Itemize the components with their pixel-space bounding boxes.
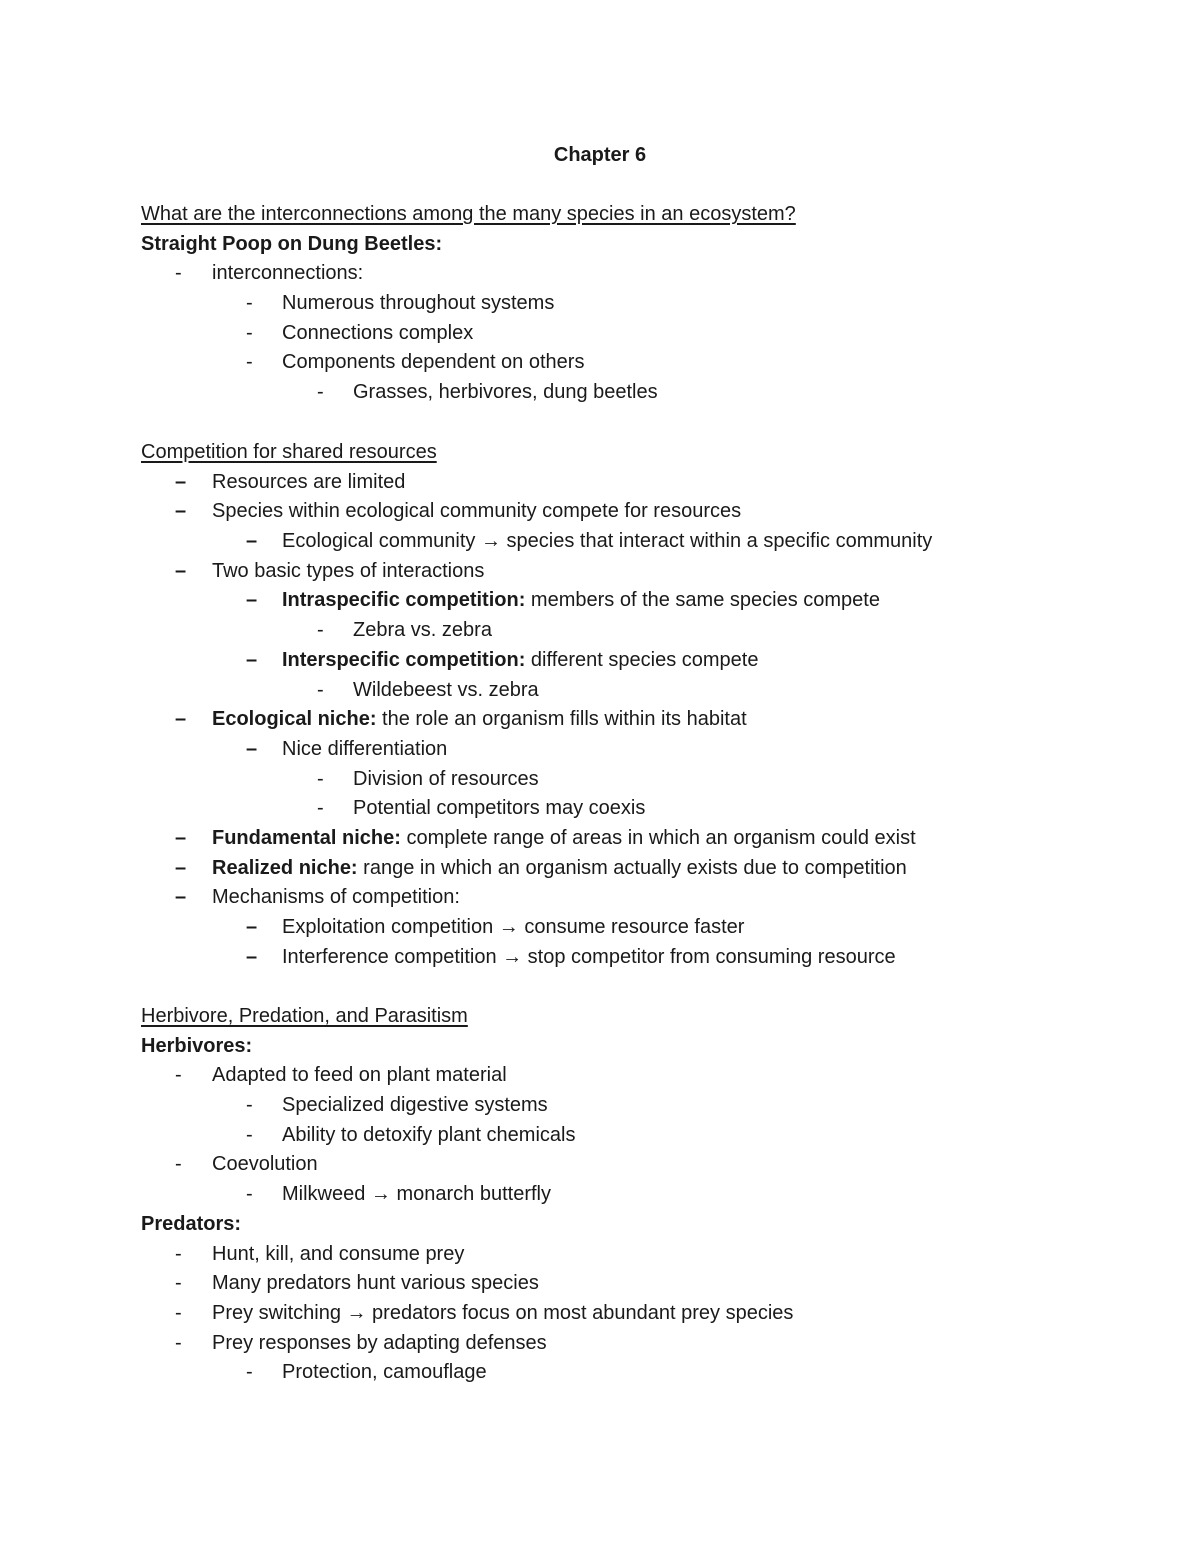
bullet-dash: - bbox=[246, 351, 253, 374]
list-item: - Adapted to feed on plant material bbox=[141, 1061, 1141, 1091]
section-herbivore-predation bbox=[141, 1002, 1141, 1388]
list-item: – Ecological community → species that interact within a specific community bbox=[141, 527, 1141, 557]
bullet-dash: – bbox=[175, 559, 187, 582]
list-item: - Prey responses by adapting defenses bbox=[141, 1329, 1141, 1359]
list-item: – Mechanisms of competition: bbox=[141, 883, 1141, 913]
bullet-dash: - bbox=[175, 1242, 182, 1265]
bullet-dash: – bbox=[246, 589, 258, 612]
bullet-dash: - bbox=[317, 619, 324, 642]
bullet-dash: - bbox=[175, 1272, 182, 1295]
definition: complete range of areas in which an organism could exist bbox=[400, 826, 916, 849]
term: Intraspecific competition: bbox=[282, 589, 526, 612]
section-interconnections bbox=[141, 200, 1141, 408]
bullet-dash: - bbox=[246, 1183, 253, 1206]
term: Interspecific competition: bbox=[282, 648, 526, 671]
bullet-dash: - bbox=[246, 292, 253, 315]
list-item: - Numerous throughout systems bbox=[141, 289, 1141, 319]
bullet-dash: - bbox=[175, 1153, 182, 1176]
bullet-dash: – bbox=[175, 500, 187, 523]
bullet-dash: – bbox=[175, 470, 187, 493]
bullet-dash: - bbox=[317, 678, 324, 701]
bullet-dash: – bbox=[246, 737, 258, 760]
section-competition bbox=[141, 438, 1141, 972]
list-item: - Components dependent on others bbox=[141, 348, 1141, 378]
list-item: - Hunt, kill, and consume prey bbox=[141, 1240, 1141, 1270]
definition: members of the same species compete bbox=[525, 589, 880, 612]
list-item: - interconnections: bbox=[141, 259, 1141, 289]
list-item: - Zebra vs. zebra bbox=[141, 616, 1141, 646]
bullet-dash: – bbox=[246, 945, 258, 968]
bullet-dash: – bbox=[246, 916, 258, 938]
bullet-dash: – bbox=[246, 648, 258, 671]
list-item: - Coevolution bbox=[141, 1150, 1141, 1180]
list-item: - Protection, camouflage bbox=[141, 1358, 1141, 1388]
bullet-dash: – bbox=[175, 886, 187, 909]
list-item: - Many predators hunt various species bbox=[141, 1269, 1141, 1299]
list-item: - Division of resources bbox=[141, 765, 1141, 795]
page-title: Chapter 6 bbox=[553, 144, 647, 166]
section-heading: Straight Poop on Dung Beetles: bbox=[141, 232, 443, 255]
list-item: - Wildebeest vs. zebra bbox=[141, 676, 1141, 706]
list-item: - Potential competitors may coexis bbox=[141, 794, 1141, 824]
bullet-dash: - bbox=[175, 262, 182, 285]
list-item bbox=[141, 705, 1141, 735]
section-heading: Competition for shared resources bbox=[141, 441, 437, 463]
bullet-dash: – bbox=[246, 530, 258, 553]
list-item: – Interference competition → stop competitor from consuming resource bbox=[141, 943, 1141, 973]
list-item: - Connections complex bbox=[141, 319, 1141, 349]
bullet-dash: - bbox=[246, 1361, 253, 1384]
bullet-dash: - bbox=[175, 1301, 182, 1324]
bullet-dash: - bbox=[246, 1123, 253, 1146]
bullet-dash: - bbox=[317, 797, 324, 820]
list-item: – Resources are limited bbox=[141, 468, 1141, 498]
term: Ecological niche: bbox=[212, 708, 377, 731]
list-item bbox=[141, 854, 1141, 884]
bullet-dash: - bbox=[246, 1094, 253, 1117]
list-item: – Nice differentiation bbox=[141, 735, 1141, 765]
definition: range in which an organism actually exists due to competition bbox=[357, 856, 907, 879]
bullet-dash: - bbox=[246, 321, 253, 344]
list-item: – Species within ecological community compete for resources bbox=[141, 497, 1141, 527]
list-item: - Grasses, herbivores, dung beetles bbox=[141, 378, 1141, 408]
list-item: – Two basic types of interactions bbox=[141, 557, 1141, 587]
list-item: - Ability to detoxify plant chemicals bbox=[141, 1121, 1141, 1151]
section-heading: Herbivore, Predation, and Parasitism bbox=[141, 1005, 468, 1027]
list-item: – Exploitation competition → consume resource faster bbox=[141, 913, 1141, 943]
bullet-dash: - bbox=[317, 381, 324, 404]
bullet-dash: – bbox=[175, 826, 187, 849]
bullet-dash: - bbox=[175, 1064, 182, 1087]
term: Realized niche: bbox=[212, 856, 358, 879]
bullet-dash: - bbox=[175, 1331, 182, 1354]
term: Fundamental niche: bbox=[212, 826, 401, 849]
list-item: - Prey switching → predators focus on most abundant prey species bbox=[141, 1299, 1141, 1329]
list-item bbox=[141, 824, 1141, 854]
list-item bbox=[141, 586, 1141, 616]
definition: the role an organism fills within its habitat bbox=[376, 708, 747, 731]
subsection-heading: Herbivores: bbox=[141, 1034, 253, 1057]
list-item bbox=[141, 646, 1141, 676]
bullet-dash: – bbox=[175, 856, 187, 879]
subsection-heading: Predators: bbox=[141, 1212, 242, 1235]
section-question: What are the interconnections among the many species in an ecosystem? bbox=[141, 203, 796, 225]
bullet-dash: – bbox=[175, 708, 187, 731]
bullet-dash: - bbox=[317, 767, 324, 790]
list-item: - Specialized digestive systems bbox=[141, 1091, 1141, 1121]
definition: different species compete bbox=[525, 648, 759, 671]
list-item: - Milkweed → monarch butterfly bbox=[141, 1180, 1141, 1210]
